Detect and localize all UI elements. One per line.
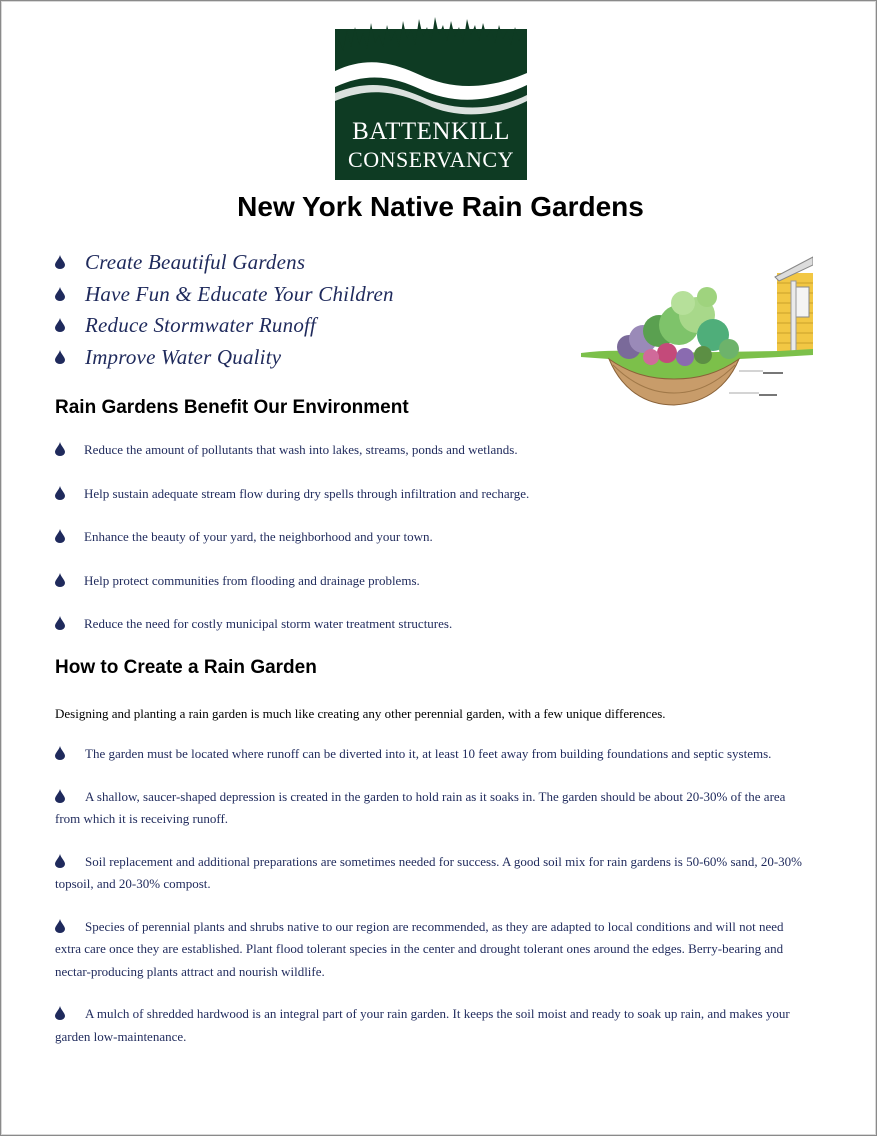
list-item	[55, 786, 805, 831]
list-item	[55, 435, 529, 479]
section-heading-how-to: How to Create a Rain Garden	[55, 657, 317, 678]
step-text: A mulch of shredded hardwood is an integral part of your rain garden. It keeps the soil moist and ready to soak up rain, and makes your garden low-maintenance.	[55, 1006, 790, 1044]
water-drop-icon	[55, 789, 65, 803]
list-item	[55, 522, 529, 566]
highlight-text: Create Beautiful Gardens	[85, 250, 306, 274]
list-item	[55, 916, 805, 984]
step-text: The garden must be located where runoff can be diverted into it, at least 10 feet away from building foundations and septic systems.	[85, 746, 772, 761]
list-item	[55, 279, 394, 311]
page-title: New York Native Rain Gardens	[237, 191, 644, 222]
rain-garden-illustration	[579, 253, 813, 417]
highlight-text: Have Fun & Educate Your Children	[85, 281, 394, 306]
water-drop-icon	[55, 1006, 65, 1020]
list-item	[55, 566, 529, 610]
battenkill-conservancy-logo	[335, 17, 527, 180]
list-item	[55, 609, 529, 653]
water-drop-icon	[55, 616, 65, 630]
water-drop-icon	[55, 255, 65, 269]
list-item	[55, 743, 805, 766]
benefit-text: Help sustain adequate stream flow during dry spells through infiltration and recharge.	[84, 485, 530, 501]
water-drop-icon	[55, 529, 65, 543]
section-intro: Designing and planting a rain garden is much like creating any other perennial garden, with a few unique differences.	[55, 706, 666, 721]
water-drop-icon	[55, 350, 65, 364]
water-drop-icon	[55, 746, 65, 760]
water-drop-icon	[55, 919, 65, 933]
water-drop-icon	[55, 573, 65, 587]
highlight-text: Reduce Stormwater Runoff	[85, 313, 317, 337]
step-text: Soil replacement and additional preparations are sometimes needed for success. A good soil mix for rain gardens is 50-60% sand, 20-30% topsoil, and 20-30% compost.	[55, 853, 802, 891]
benefit-text: Enhance the beauty of your yard, the neighborhood and your town.	[84, 529, 433, 544]
water-drop-icon	[55, 318, 65, 332]
water-drop-icon	[55, 486, 65, 500]
benefits-list	[55, 435, 529, 653]
step-text: A shallow, saucer-shaped depression is created in the garden to hold rain as it soaks in. The garden should be about 20-30% of the area from which it is receiving runoff.	[55, 788, 786, 826]
step-text: Species of perennial plants and shrubs native to our region are recommended, as they are adapted to local conditions and will not need extra care once they are established. Plant flood tolerant species in the center and drought tolerant ones around the edges. Berry-bearing and nectar-producing plants attract and nourish wildlife.	[55, 918, 784, 979]
list-item	[55, 247, 394, 279]
logo-text-line1: BATTENKILL	[352, 118, 510, 145]
water-drop-icon	[55, 287, 65, 301]
list-item	[55, 851, 805, 896]
list-item	[55, 310, 394, 342]
benefit-text: Help protect communities from flooding and drainage problems.	[84, 572, 420, 588]
water-drop-icon	[55, 442, 65, 456]
list-item	[55, 479, 529, 523]
highlights-list	[55, 247, 394, 373]
list-item	[55, 342, 394, 374]
water-drop-icon	[55, 854, 65, 868]
benefit-text: Reduce the need for costly municipal storm water treatment structures.	[84, 616, 453, 631]
list-item	[55, 1003, 805, 1048]
logo-text-line2: CONSERVANCY	[348, 147, 514, 172]
steps-list	[55, 743, 805, 1068]
benefit-text: Reduce the amount of pollutants that wash into lakes, streams, ponds and wetlands.	[84, 442, 518, 457]
section-heading-benefits: Rain Gardens Benefit Our Environment	[55, 397, 409, 418]
highlight-text: Improve Water Quality	[85, 344, 282, 369]
